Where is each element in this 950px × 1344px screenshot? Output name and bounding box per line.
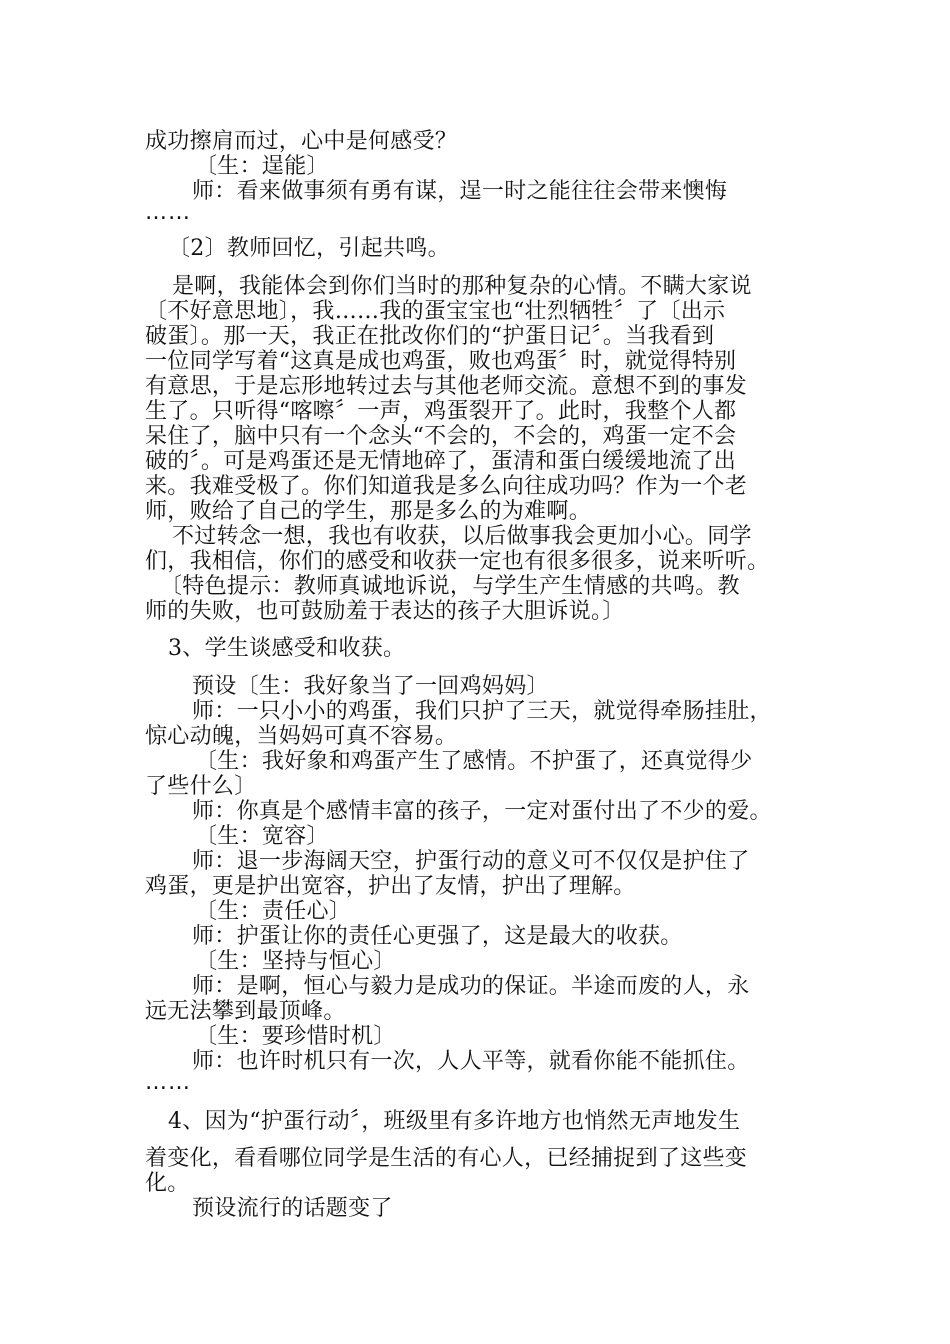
text-line: 〔生：宽容〕 bbox=[195, 824, 329, 849]
text-line: 是啊，我能体会到你们当时的那种复杂的心情。不瞒大家说 bbox=[172, 274, 752, 299]
text-line: 师：是啊，恒心与毅力是成功的保证。半途而废的人，永 bbox=[192, 974, 750, 999]
text-line: 着变化，看看哪位同学是生活的有心人，已经捕捉到了这些变 bbox=[145, 1146, 748, 1171]
text-line: 破蛋〕。那一天，我正在批改你们的“护蛋日记〞。当我看到 bbox=[145, 324, 715, 349]
text-line: 破的〞。可是鸡蛋还是无情地碎了，蛋清和蛋白缓缓地流了出 bbox=[145, 449, 737, 474]
text-line: 了些什么〕 bbox=[145, 774, 257, 799]
text-line: 师，败给了自己的学生，那是多么的为难啊。 bbox=[145, 499, 592, 524]
text-line: 〔生：坚持与恒心〕 bbox=[195, 949, 396, 974]
text-line: 〔不好意思地〕，我……我的蛋宝宝也“壮烈牺牲〞了〔出示 bbox=[145, 299, 726, 324]
text-line: 鸡蛋，更是护出宽容，护出了友情，护出了理解。 bbox=[145, 874, 636, 899]
text-line: 惊心动魄，当妈妈可真不容易。 bbox=[145, 724, 458, 749]
text-line: 不过转念一想，我也有收获，以后做事我会更加小心。同学 bbox=[172, 524, 752, 549]
section-heading: 4、因为“护蛋行动〞，班级里有多许地方也悄然无声地发生 bbox=[168, 1109, 741, 1134]
text-line: 预设流行的话题变了 bbox=[192, 1196, 393, 1221]
text-line: 生了。只听得“喀嚓〞一声，鸡蛋裂开了。此时，我整个人都 bbox=[145, 399, 737, 424]
text-line: 〔生：我好象和鸡蛋产生了感情。不护蛋了，还真觉得少 bbox=[195, 749, 753, 774]
text-line: 远无法攀到最顶峰。 bbox=[145, 999, 346, 1024]
text-line: 〔特色提示：教师真诚地诉说，与学生产生情感的共鸣。教 bbox=[160, 574, 740, 599]
text-line: 〔生：要珍惜时机〕 bbox=[195, 1024, 396, 1049]
text-line: 师：退一步海阔天空，护蛋行动的意义可不仅仅是护住了 bbox=[192, 849, 750, 874]
text-line: …… bbox=[145, 1070, 191, 1095]
text-line: …… bbox=[145, 200, 191, 225]
text-line: 呆住了，脑中只有一个念头“不会的，不会的，鸡蛋一定不会 bbox=[145, 424, 737, 449]
text-line: 来。我难受极了。你们知道我是多么向往成功吗？作为一个老 bbox=[145, 474, 748, 499]
text-line: 〔生：逞能〕 bbox=[195, 154, 329, 179]
text-line: 师：也许时机只有一次，人人平等，就看你能不能抓住。 bbox=[192, 1049, 750, 1074]
text-line: 师：一只小小的鸡蛋，我们只护了三天，就觉得牵肠挂肚， bbox=[192, 699, 772, 724]
section-heading: 3、学生谈感受和收获。 bbox=[168, 636, 406, 661]
text-line: 师：你真是个感情丰富的孩子，一定对蛋付出了不少的爱。 bbox=[192, 799, 772, 824]
text-line: 们，我相信，你们的感受和收获一定也有很多很多，说来听听。 bbox=[145, 549, 770, 574]
text-line: 师：看来做事须有勇有谋，逞一时之能往往会带来懊悔 bbox=[192, 179, 728, 204]
text-line: 有意思，于是忘形地转过去与其他老师交流。意想不到的事发 bbox=[145, 374, 748, 399]
text-line: 预设〔生：我好象当了一回鸡妈妈〕 bbox=[192, 674, 549, 699]
text-line: 成功擦肩而过，心中是何感受？ bbox=[145, 129, 458, 154]
section-heading: 〔2〕教师回忆，引起共鸣。 bbox=[168, 236, 450, 261]
text-line: 一位同学写着“这真是成也鸡蛋，败也鸡蛋〞时，就觉得特别 bbox=[145, 349, 737, 374]
text-line: 师：护蛋让你的责任心更强了，这是最大的收获。 bbox=[192, 924, 683, 949]
text-line: 师的失败，也可鼓励羞于表达的孩子大胆诉说。〕 bbox=[145, 599, 625, 624]
text-line: 化。 bbox=[145, 1171, 190, 1196]
text-line: 〔生：责任心〕 bbox=[195, 899, 352, 924]
